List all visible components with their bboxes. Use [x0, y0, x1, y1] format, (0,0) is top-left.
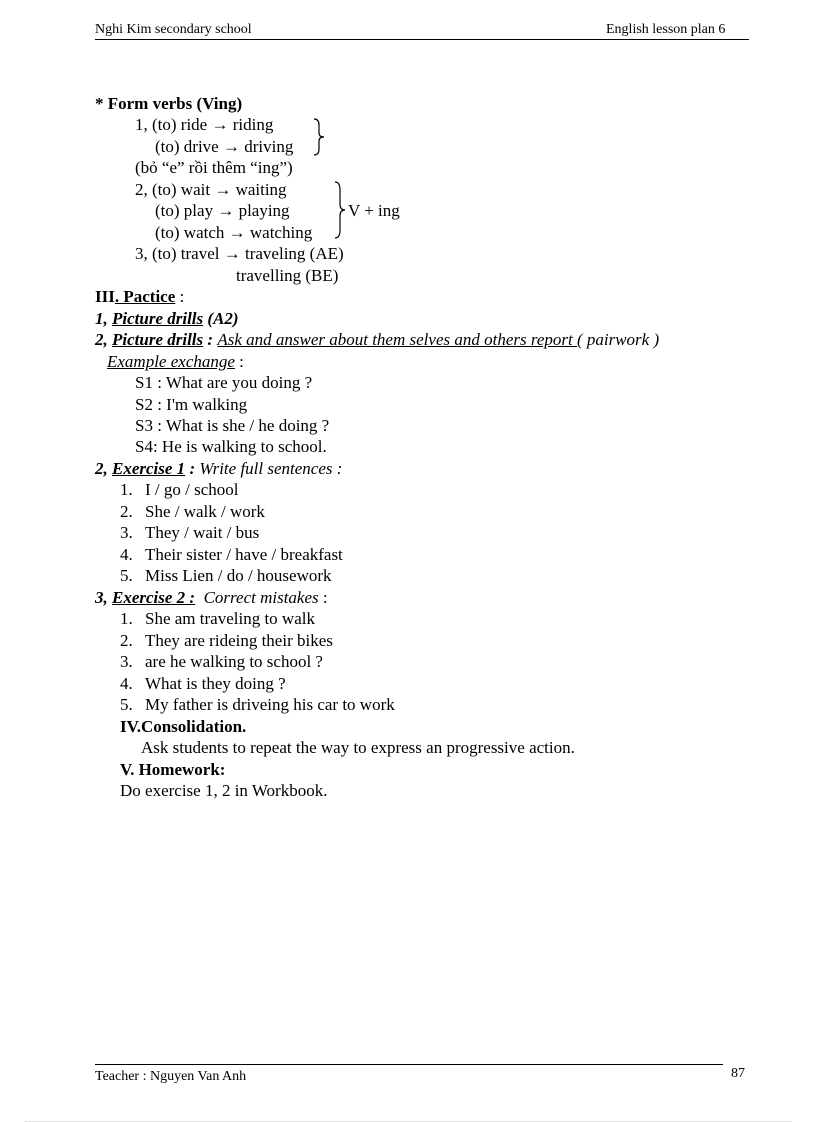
form-verbs-line2: (to) drive → driving — [155, 137, 294, 156]
exchange-line: S4: He is walking to school. — [135, 437, 327, 456]
form-verbs-line7: travelling (BE) — [236, 266, 339, 285]
practice-heading-label: . Pactice — [114, 287, 176, 306]
exercise-2-desc: Correct mistakes — [203, 588, 319, 607]
v-ing-label: V + ing — [348, 201, 400, 220]
exercise-1-heading — [95, 459, 342, 479]
homework-text: Do exercise 1, 2 in Workbook. — [120, 781, 328, 800]
consolidation-text: Ask students to repeat the way to express an progressive action. — [141, 738, 575, 757]
list-item-text: They are rideing their bikes — [145, 631, 333, 650]
page-bottom-border — [25, 1121, 791, 1122]
list-item: 3. They / wait / bus — [120, 523, 260, 542]
header-plan: English lesson plan 6 — [606, 22, 726, 37]
drill-2 — [95, 330, 659, 350]
list-item: 4. Their sister / have / breakfast — [120, 545, 343, 564]
exercise-1-label: Exercise 1 — [112, 459, 186, 478]
list-item: 2. They are rideing their bikes — [120, 631, 333, 650]
list-item-text: My father is driveing his car to work — [145, 695, 395, 714]
header-divider — [95, 39, 749, 40]
drill-2-colon: : — [203, 330, 218, 349]
list-item-text: She / walk / work — [145, 502, 265, 521]
header-school: Nghi Kim secondary school — [95, 22, 252, 37]
list-item-text: She am traveling to walk — [145, 609, 315, 628]
list-item-text: I / go / school — [145, 480, 239, 499]
drill-2-label: Picture drills — [112, 330, 204, 349]
list-item: 3. are he walking to school ? — [120, 652, 323, 671]
form-verbs-line6: 3, (to) travel → traveling (AE) — [135, 244, 344, 263]
drill-1-num: 1, — [95, 309, 112, 328]
form-verbs-note: (bỏ “e” rồi thêm “ing”) — [135, 158, 293, 177]
drill-2-paren: ( pairwork ) — [576, 330, 660, 349]
brace-1-icon — [312, 117, 326, 157]
exercise-2-colon: : — [318, 588, 328, 607]
form-verbs-line5: (to) watch → watching — [155, 223, 313, 242]
practice-heading-colon: : — [175, 287, 185, 306]
exercise-2-num: 3, — [95, 588, 112, 607]
list-item: 2. She / walk / work — [120, 502, 265, 521]
drill-2-desc: Ask and answer about them selves and others report — [217, 330, 577, 349]
list-item-text: They / wait / bus — [145, 523, 260, 542]
list-item: 1. I / go / school — [120, 480, 239, 499]
practice-heading — [95, 287, 184, 307]
page-number: 87 — [731, 1066, 745, 1081]
exchange-line: S1 : What are you doing ? — [135, 373, 313, 392]
drill-1 — [95, 309, 239, 329]
footer-teacher: Teacher : Nguyen Van Anh — [95, 1069, 247, 1084]
list-item: 5. My father is driveing his car to work — [120, 695, 395, 714]
example-exchange — [107, 352, 244, 372]
exchange-line: S3 : What is she / he doing ? — [135, 416, 330, 435]
list-item-text: Their sister / have / breakfast — [145, 545, 343, 564]
exercise-1-colon: : — [185, 459, 200, 478]
list-item: 5. Miss Lien / do / housework — [120, 566, 332, 585]
form-verbs-line4: (to) play → playing — [155, 201, 290, 220]
drill-1-label: Picture drills — [112, 309, 204, 328]
form-verbs-title: * Form verbs (Ving) — [95, 94, 243, 113]
list-item: 1. She am traveling to walk — [120, 609, 315, 628]
example-colon: : — [234, 352, 244, 371]
list-item-text: What is they doing ? — [145, 674, 286, 693]
exchange-line: S2 : I'm walking — [135, 395, 248, 414]
form-verbs-line3: 2, (to) wait → waiting — [135, 180, 287, 199]
form-verbs-line1: 1, (to) ride → riding — [135, 115, 274, 134]
brace-2-icon — [333, 180, 347, 240]
list-item: 4. What is they doing ? — [120, 674, 286, 693]
consolidation-heading: IV.Consolidation. — [120, 717, 247, 736]
exercise-1-desc: Write full sentences : — [199, 459, 343, 478]
drill-2-num: 2, — [95, 330, 112, 349]
list-item-text: are he walking to school ? — [145, 652, 323, 671]
example-label: Example exchange — [107, 352, 235, 371]
homework-heading: V. Homework: — [120, 760, 226, 779]
exercise-2-label: Exercise 2 : — [112, 588, 196, 607]
footer-divider — [95, 1064, 723, 1065]
list-item-text: Miss Lien / do / housework — [145, 566, 332, 585]
drill-1-suffix: (A2) — [203, 309, 239, 328]
practice-heading-num: III — [95, 287, 115, 306]
exercise-1-num: 2, — [95, 459, 112, 478]
exercise-2-heading — [95, 588, 328, 608]
